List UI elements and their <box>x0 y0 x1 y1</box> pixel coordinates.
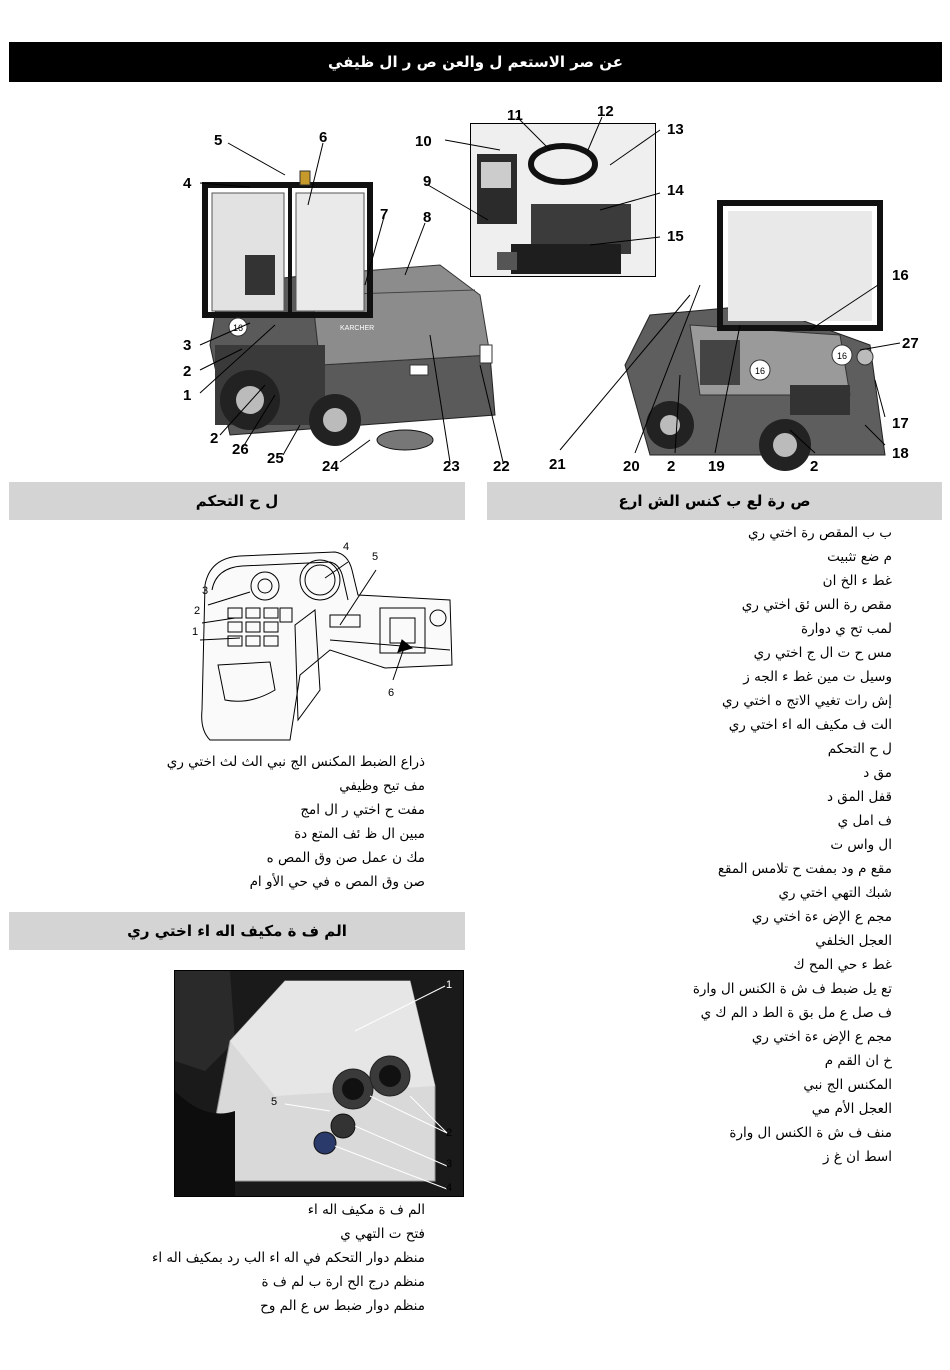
page-title: عن صر الاستعم ل والعن ص ر ال ظيفي <box>327 53 624 71</box>
callout-21: 21 <box>549 456 566 473</box>
aircon-header <box>9 912 465 950</box>
callout-26: 26 <box>232 441 249 458</box>
callout-7: 7 <box>380 206 389 223</box>
list-item: لمب تح ي دوارة <box>801 621 892 637</box>
callout-2c: 2 <box>667 458 676 475</box>
list-item: صن وق المص ه في حي الأو ام <box>249 874 425 890</box>
list-item: مفت ح اختي ر ال امج <box>300 802 425 818</box>
list-item: منظم دوار التحكم في اله اء الب رد بمكيف اله اء <box>152 1250 425 1266</box>
list-item: قفل المق د <box>826 789 892 805</box>
ac-callout-5: 5 <box>271 1096 278 1108</box>
callout-2a: 2 <box>183 363 192 380</box>
callout-18: 18 <box>892 445 909 462</box>
list-item: مقص رة الس ئق اختي ري <box>741 597 892 613</box>
list-item: غط ء حي المح ك <box>793 957 892 973</box>
list-item: المكنس الج نبي <box>803 1077 892 1093</box>
list-item: إش رات تغيي الاتج ه اختي ري <box>721 693 892 709</box>
aircon-title: الم ف ة مكيف اله اء اختي ري <box>127 922 347 940</box>
callout-5: 5 <box>214 132 223 149</box>
list-item: العجل الخلفي <box>815 933 892 949</box>
callout-15: 15 <box>667 228 684 245</box>
ac-callout-2: 2 <box>446 1127 453 1139</box>
list-item: ف امل ي <box>837 813 892 829</box>
ac-callout-4: 4 <box>446 1182 453 1194</box>
list-item: العجل الأم مي <box>811 1101 892 1117</box>
cp-callout-5: 5 <box>372 551 379 563</box>
callout-8: 8 <box>423 209 432 226</box>
control-panel-figure <box>180 540 460 745</box>
list-item: مس ح ت ال ج اختي ري <box>753 645 892 661</box>
callout-16: 16 <box>892 267 909 284</box>
list-item: منف ف ش ة الكنس ال وارة <box>729 1125 892 1141</box>
callout-23: 23 <box>443 458 460 475</box>
callout-10: 10 <box>415 133 432 150</box>
list-item: ف صل ع مل بق ة الط د الم ك ي <box>700 1005 892 1021</box>
callout-20: 20 <box>623 458 640 475</box>
callout-22: 22 <box>493 458 510 475</box>
callout-13: 13 <box>667 121 684 138</box>
ac-callout-3: 3 <box>446 1158 453 1170</box>
callout-6: 6 <box>319 129 328 146</box>
callout-19: 19 <box>708 458 725 475</box>
list-item: غط ء الخ ان <box>822 573 892 589</box>
badge-16-left: 16 <box>232 323 244 333</box>
list-item: مك ن عمل صن وق المص ه <box>266 850 425 866</box>
callout-17: 17 <box>892 415 909 432</box>
list-item: ال واس ت <box>830 837 892 853</box>
callout-2d: 2 <box>810 458 819 475</box>
cp-callout-2: 2 <box>194 605 201 617</box>
callout-27: 27 <box>902 335 919 352</box>
cp-callout-1: 1 <box>192 626 199 638</box>
list-item: ب ب المقص رة اختي ري <box>747 525 892 541</box>
list-item: مقع م ود بمفت ح تلامس المقع <box>717 861 892 877</box>
badge-16-right-a: 16 <box>754 366 766 376</box>
list-item: شبك التهي اختي ري <box>778 885 892 901</box>
control-panel-header <box>9 482 465 520</box>
aircon-photo <box>174 970 464 1197</box>
cp-callout-6: 6 <box>388 687 395 699</box>
list-item: فتح ت التهي ي <box>340 1226 425 1242</box>
page-header <box>9 42 942 82</box>
machine-figure <box>170 95 930 480</box>
control-panel-title: ل ح التحكم <box>195 492 279 510</box>
callout-25: 25 <box>267 450 284 467</box>
list-item: الم ف ة مكيف اله اء <box>307 1202 425 1218</box>
callout-3: 3 <box>183 337 192 354</box>
list-item: وسيل ت مين غط ء الجه ز <box>743 669 892 685</box>
cp-callout-4: 4 <box>343 541 350 553</box>
callout-leaders <box>170 95 930 480</box>
callout-9: 9 <box>423 173 432 190</box>
list-item: اسط ان غ ز <box>823 1149 892 1165</box>
list-item: مجم ع الإض ءة اختي ري <box>751 909 892 925</box>
list-item: منظم درج الح ارة ب لم ف ة <box>261 1274 425 1290</box>
list-item: خ ان القم م <box>824 1053 892 1069</box>
list-item: منظم دوار ضبط س ع الم وح <box>260 1298 425 1314</box>
list-item: ل ح التحكم <box>827 741 892 757</box>
machine-overview-title: ص رة لع ب كنس الش ارع <box>618 492 811 510</box>
callout-11: 11 <box>507 107 523 124</box>
callout-14: 14 <box>667 182 684 199</box>
list-item: ذراع الضبط المكنس الج نبي الث لث اختي ري <box>166 754 425 770</box>
callout-24: 24 <box>322 458 339 475</box>
machine-overview-list <box>560 521 892 1169</box>
list-item: مق د <box>863 765 892 781</box>
list-item: مبين ال ظ ئف المتع دة <box>294 826 425 842</box>
machine-overview-header <box>487 482 942 520</box>
control-panel-list <box>80 750 425 894</box>
aircon-list <box>40 1198 425 1318</box>
callout-2b: 2 <box>210 430 219 447</box>
list-item: م ضع تثبيت <box>827 549 892 565</box>
list-item: الت ف مكيف اله اء اختي ري <box>728 717 892 733</box>
list-item: تع يل ضبط ف ش ة الكنس ال وارة <box>692 981 892 997</box>
callout-12: 12 <box>597 103 614 120</box>
list-item: مجم ع الإض ءة اختي ري <box>751 1029 892 1045</box>
callout-4: 4 <box>183 175 192 192</box>
list-item: مف تيح وظيفي <box>339 778 425 794</box>
callout-1: 1 <box>183 387 192 404</box>
brand-label: KARCHER <box>340 325 375 332</box>
cp-callout-3: 3 <box>202 585 209 597</box>
badge-16-right-b: 16 <box>836 351 848 361</box>
ac-callout-1: 1 <box>446 979 453 991</box>
